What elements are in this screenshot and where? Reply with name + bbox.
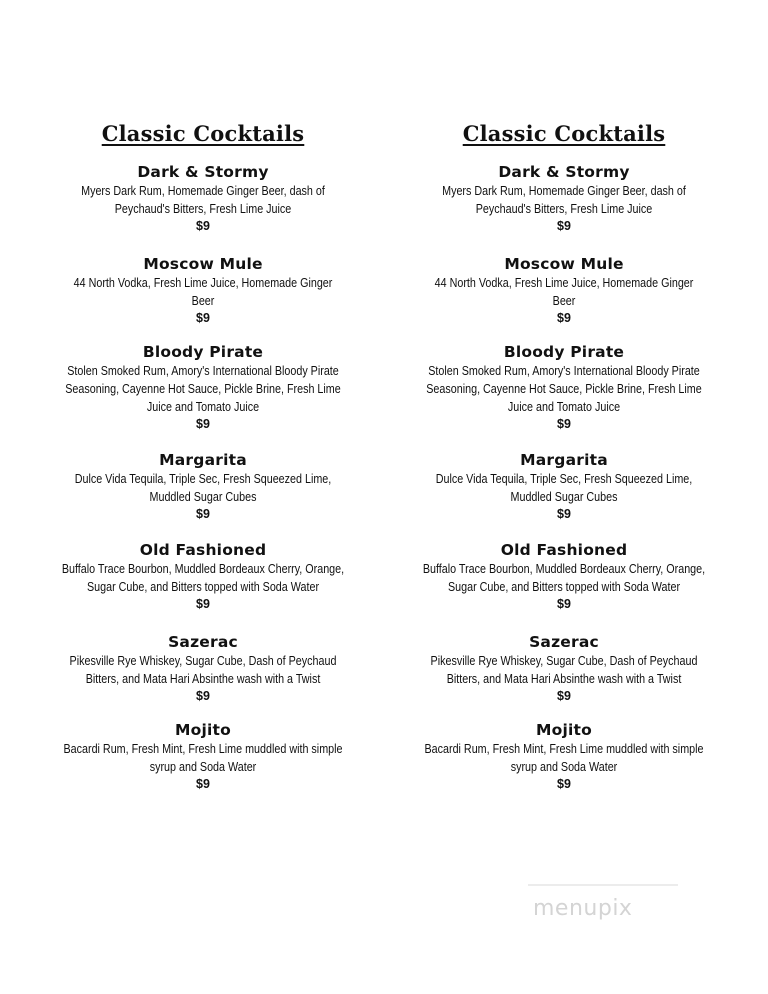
item-description: Stolen Smoked Rum, Amory's International Bloody Pirate Seasoning, Cayenne Hot Sauce, Pickle Brine, Fresh Lime Juice and Tomato Juice (65, 364, 341, 414)
item-name: Moscow Mule (143, 255, 263, 273)
menu-item-dark-stormy (399, 162, 729, 234)
item-description: 44 North Vodka, Fresh Lime Juice, Homemade Ginger Beer (73, 276, 333, 308)
item-name: Mojito (175, 721, 231, 739)
item-description: Dulce Vida Tequila, Triple Sec, Fresh Squeezed Lime, Muddled Sugar Cubes (74, 472, 332, 504)
watermark-divider (528, 884, 678, 886)
item-price: $9 (557, 777, 571, 791)
item-price: $9 (557, 219, 571, 233)
menu-item-dark-stormy (38, 162, 368, 234)
menu-item-sazerac (399, 632, 729, 704)
item-description: Buffalo Trace Bourbon, Muddled Bordeaux Cherry, Orange, Sugar Cube, and Bitters topped with Soda Water (422, 562, 706, 594)
item-description: Dulce Vida Tequila, Triple Sec, Fresh Squeezed Lime, Muddled Sugar Cubes (435, 472, 693, 504)
item-name: Dark & Stormy (498, 163, 630, 181)
item-price: $9 (557, 597, 571, 611)
item-price: $9 (196, 507, 210, 521)
menu-item-margarita (38, 450, 368, 522)
item-description: Buffalo Trace Bourbon, Muddled Bordeaux Cherry, Orange, Sugar Cube, and Bitters topped with Soda Water (61, 562, 345, 594)
menu-item-mojito (399, 720, 729, 792)
item-description: Bacardi Rum, Fresh Mint, Fresh Lime muddled with simple syrup and Soda Water (63, 742, 343, 774)
item-price: $9 (196, 219, 210, 233)
menu-title: Classic Cocktails (462, 121, 666, 146)
item-name: Bloody Pirate (503, 343, 625, 361)
item-price: $9 (196, 311, 210, 325)
menu-column-left (38, 120, 368, 792)
item-name: Mojito (536, 721, 592, 739)
item-name: Margarita (520, 451, 608, 469)
menu-item-mojito (38, 720, 368, 792)
menu-item-bloody-pirate (399, 342, 729, 432)
item-price: $9 (196, 689, 210, 703)
menu-item-margarita (399, 450, 729, 522)
menu-title: Classic Cocktails (101, 121, 305, 146)
item-name: Bloody Pirate (142, 343, 264, 361)
item-name: Moscow Mule (504, 255, 624, 273)
item-price: $9 (196, 777, 210, 791)
item-description: Myers Dark Rum, Homemade Ginger Beer, dash of Peychaud's Bitters, Fresh Lime Juice (442, 184, 686, 216)
item-description: Myers Dark Rum, Homemade Ginger Beer, dash of Peychaud's Bitters, Fresh Lime Juice (81, 184, 325, 216)
menu-item-old-fashioned (399, 540, 729, 612)
item-price: $9 (557, 311, 571, 325)
item-name: Sazerac (529, 633, 599, 651)
watermark: menupix (533, 896, 633, 921)
menu-item-bloody-pirate (38, 342, 368, 432)
menu-column-right (399, 120, 729, 792)
item-price: $9 (196, 597, 210, 611)
item-name: Dark & Stormy (137, 163, 269, 181)
item-description: Stolen Smoked Rum, Amory's International Bloody Pirate Seasoning, Cayenne Hot Sauce, Pickle Brine, Fresh Lime Juice and Tomato Juice (426, 364, 702, 414)
item-price: $9 (557, 507, 571, 521)
item-price: $9 (196, 417, 210, 431)
menu-item-old-fashioned (38, 540, 368, 612)
item-price: $9 (557, 689, 571, 703)
item-description: Pikesville Rye Whiskey, Sugar Cube, Dash of Peychaud Bitters, and Mata Hari Absinthe wash with a Twist (430, 654, 698, 686)
item-name: Sazerac (168, 633, 238, 651)
item-name: Old Fashioned (139, 541, 267, 559)
menu-item-moscow-mule (399, 254, 729, 326)
item-name: Old Fashioned (500, 541, 628, 559)
menu-item-moscow-mule (38, 254, 368, 326)
menu-item-sazerac (38, 632, 368, 704)
item-price: $9 (557, 417, 571, 431)
item-description: Bacardi Rum, Fresh Mint, Fresh Lime muddled with simple syrup and Soda Water (424, 742, 704, 774)
item-description: Pikesville Rye Whiskey, Sugar Cube, Dash of Peychaud Bitters, and Mata Hari Absinthe wash with a Twist (69, 654, 337, 686)
item-description: 44 North Vodka, Fresh Lime Juice, Homemade Ginger Beer (434, 276, 694, 308)
item-name: Margarita (159, 451, 247, 469)
